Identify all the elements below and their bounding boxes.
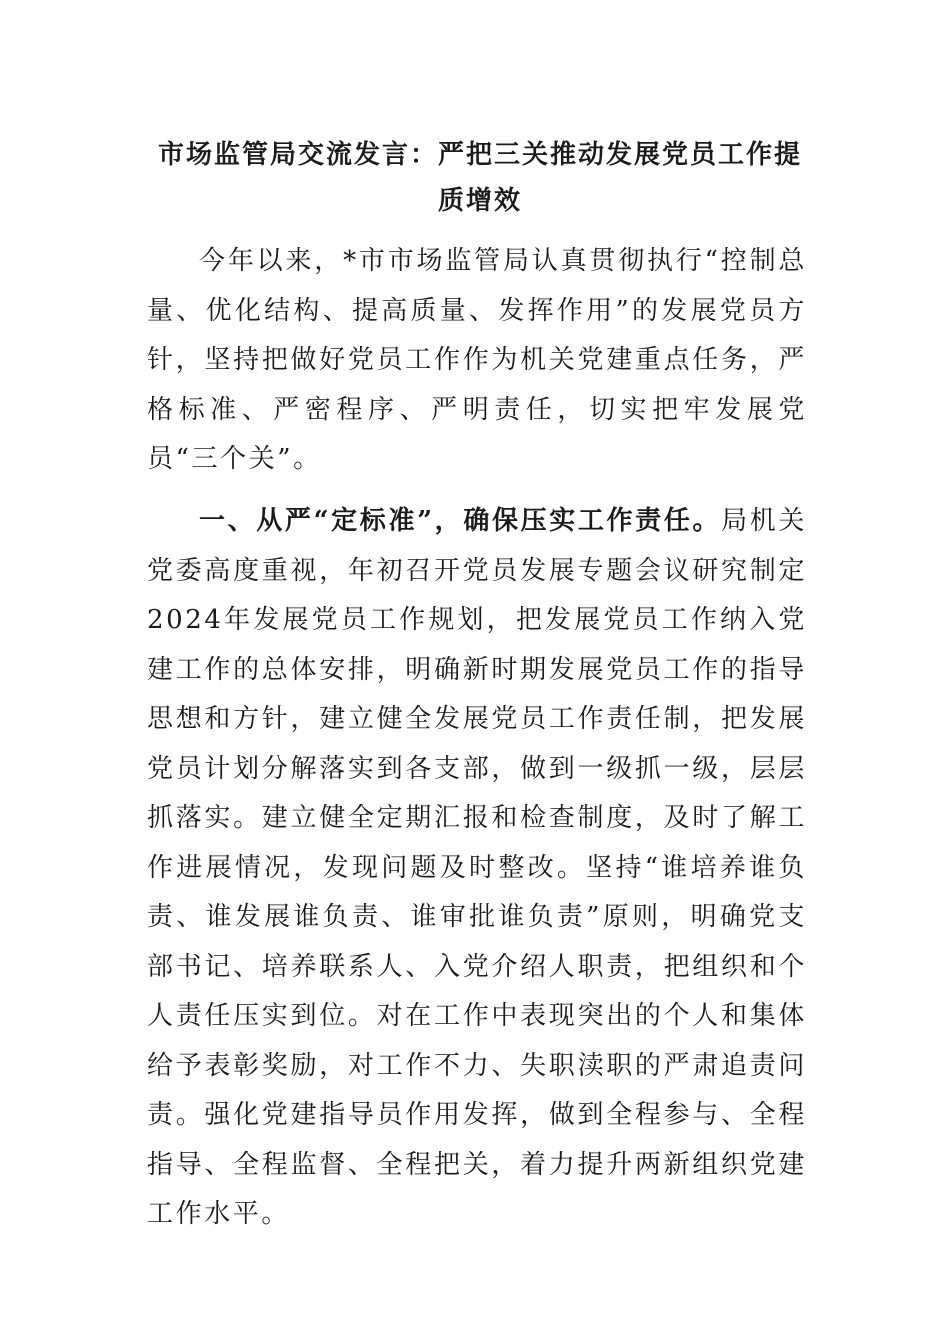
paragraph-intro-text: 今年以来，*市市场监管局认真贯彻执行“控制总量、优化结构、提高质量、发挥作用”的发展党员方针，坚持把做好党员工作作为机关党建重点任务，严格标准、严密程序、严明责任，切实把牢发展党员“三个关”。 — [147, 246, 807, 474]
paragraph-intro — [147, 237, 807, 485]
paragraph-section-1 — [147, 497, 807, 1240]
document-title: 市场监管局交流发言：严把三关推动发展党员工作提质增效 — [157, 140, 802, 216]
section-1-heading: 一、从严“定标准”，确保压实工作责任。 — [199, 506, 722, 536]
section-1-text: 局机关党委高度重视，年初召开党员发展专题会议研究制定2024年发展党员工作规划，把发展党员工作纳入党建工作的总体安排，明确新时期发展党员工作的指导思想和方针，建立健全发展党员工作责任制，把发展党员计划分解落实到各支部，做到一级抓一级，层层抓落实。建立健全定期汇报和检查制度，及时了解工作进展情况，发现问题及时整改。坚持“谁培养谁负责、谁发展谁负责、谁审批谁负责”原则，明确党支部书记、培养联系人、入党介绍人职责，把组织和个人责任压实到位。对在工作中表现突出的个人和集体给予表彰奖励，对工作不力、失职渎职的严肃追责问责。强化党建指导员作用发挥，做到全程参与、全程指导、全程监督、全程把关，着力提升两新组织党建工作水平。 — [147, 506, 807, 1229]
